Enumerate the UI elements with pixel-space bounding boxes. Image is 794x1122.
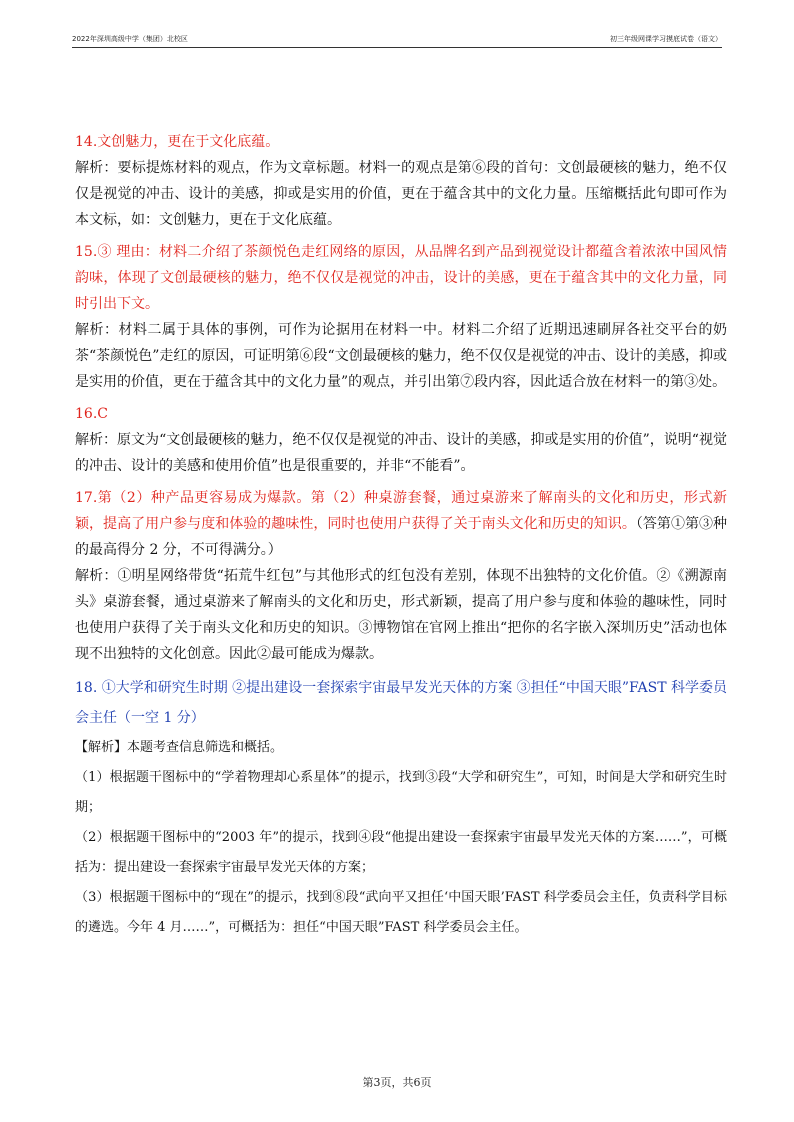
- header-rule: [72, 47, 722, 48]
- header-school: 2022年深圳高级中学（集团）北校区: [72, 35, 188, 43]
- q18-answer: 18. ①大学和研究生时期 ②提出建设一套探索宇宙最早发光天体的方案 ③担任“中国天眼”FAST 科学委员会主任（一空 1 分）: [75, 680, 727, 726]
- header-exam-title: 初三年级网课学习摸底试卷（语文）: [610, 35, 722, 43]
- q18-analysis-item-3: （3）根据题干图标中的“现在”的提示，找到⑧段“武向平又担任‘中国天眼’FAST 科学委员会主任，负责科学目标的遴选。今年 4 月……”，可概括为：担任“中国天眼”FAST 科学委员会主任。: [75, 890, 727, 935]
- q17-answer-note: （答第①第③种的最高得分 2 分，不可得满分。）: [75, 516, 728, 558]
- q18-analysis-item-2: （2）根据题干图标中的“2003 年”的提示，找到④段“他提出建设一套探索宇宙最早发光天体的方案……”，可概括为：提出建设一套探索宇宙最早发光天体的方案；: [75, 830, 727, 875]
- q14-analysis: 解析：要标提炼材料的观点，作为文章标题。材料一的观点是第⑥段的首句：文创最硬核的魅力，绝不仅仅是视觉的冲击、设计的美感，抑或是实用的价值，更在于蕴含其中的文化力量。压缩概括此句即可作为本文标，如：文创魅力，更在于文化底蕴。: [75, 160, 727, 228]
- q14-answer: 14.文创魅力，更在于文化底蕴。: [75, 134, 280, 150]
- question-14: [75, 129, 727, 233]
- answer-content: [75, 129, 727, 943]
- page-number: 第3页，共6页: [362, 1076, 432, 1089]
- q17-answer-main: 17.第（2）种产品更容易成为爆款。第（2）种桌游套餐，通过桌游来了解南头的文化和历史，形式新颖，提高了用户参与度和体验的趣味性，同时也使用户获得了关于南头文化和历史的知识。: [75, 490, 727, 532]
- q16-analysis: 解析：原文为“文创最硬核的魅力，绝不仅仅是视觉的冲击、设计的美感，抑或是实用的价值”，说明“视觉的冲击、设计的美感和使用价值”也是很重要的，并非“不能看”。: [75, 432, 727, 474]
- q15-analysis: 解析：材料二属于具体的事例，可作为论据用在材料一中。材料二介绍了近期迅速刷屏各社交平台的奶茶“茶颜悦色”走红的原因，可证明第⑥段“文创最硬核的魅力，绝不仅仅是视觉的冲击、设计的美感，抑或是实用的价值，更在于蕴含其中的文化力量”的观点，并引出第⑦段内容，因此适合放在材料一的第③处。: [75, 322, 727, 390]
- q18-analysis: [75, 733, 727, 943]
- q18-analysis-item-1: （1）根据题干图标中的“学着物理却心系星体”的提示，找到③段“大学和研究生”，可知，时间是大学和研究生时期；: [75, 770, 727, 815]
- q18-analysis-title: 【解析】本题考查信息筛选和概括。: [75, 740, 284, 755]
- q17-answer: [75, 485, 727, 563]
- page-header: [72, 34, 722, 46]
- question-16: [75, 401, 727, 479]
- question-17: [75, 485, 727, 667]
- question-15: [75, 239, 727, 395]
- q17-analysis: 解析：①明星网络带货“拓荒牛红包”与其他形式的红包没有差别，体现不出独特的文化价值。②《溯源南头》桌游套餐，通过桌游来了解南头的文化和历史，形式新颖，提高了用户参与度和体验的趣味性，同时也使用户获得了关于南头文化和历史的知识。③博物馆在官网上推出“把你的名字嵌入深圳历史”活动也体现不出独特的文化创意。因此②最可能成为爆款。: [75, 568, 727, 662]
- q16-answer: 16.C: [75, 406, 108, 422]
- question-18: [75, 673, 727, 943]
- q15-answer: 15.③ 理由：材料二介绍了茶颜悦色走红网络的原因，从品牌名到产品到视觉设计都蕴含着浓浓中国风情韵味，体现了文创最硬核的魅力，绝不仅仅是视觉的冲击，设计的美感，更在于蕴含其中的文化力量，同时引出下文。: [75, 244, 727, 312]
